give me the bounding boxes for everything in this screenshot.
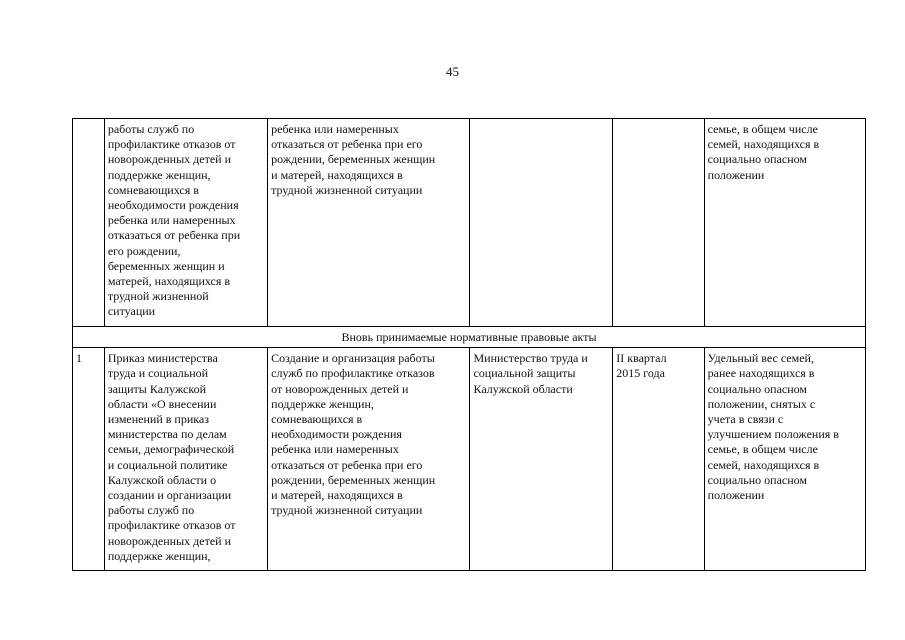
cell-document: Приказ министерства труда и социальной защиты Калужской области «О внесении изменений в приказ министерства по делам семьи, демографической и социальной политике Калужской области о создании и организации работы служб по профилактике отказов от новорожденных детей и поддержке женщин, bbox=[104, 348, 267, 571]
section-title: Вновь принимаемые нормативные правовые акты bbox=[73, 327, 866, 348]
cell-content: ребенка или намеренных отказаться от ребенка при его рождении, беременных женщин и матерей, находящихся в трудной жизненной ситуации bbox=[268, 119, 470, 327]
cell-result: семье, в общем числе семей, находящихся в социально опасном положении bbox=[704, 119, 865, 327]
cell-term bbox=[613, 119, 704, 327]
cell-executor bbox=[470, 119, 613, 327]
cell-executor: Министерство труда и социальной защиты Калужской области bbox=[470, 348, 613, 571]
table-row-continued bbox=[73, 119, 866, 327]
section-header-row bbox=[73, 327, 866, 348]
page-number: 45 bbox=[446, 64, 459, 79]
cell-result: Удельный вес семей, ранее находящихся в социально опасном положении, снятых с учета в связи с улучшением положения в семье, в общем числе семей, находящихся в социально опасном положении bbox=[704, 348, 865, 571]
cell-content: Создание и организация работы служб по профилактике отказов от новорожденных детей и поддержке женщин, сомневающихся в необходимости рождения ребенка или намеренных отказаться от ребенка при его рождении, беременных женщин и матерей, находящихся в трудной жизненной ситуации bbox=[268, 348, 470, 571]
cell-term: II квартал 2015 года bbox=[613, 348, 704, 571]
cell-number bbox=[73, 119, 105, 327]
cell-document: работы служб по профилактике отказов от новорожденных детей и поддержке женщин, сомневающихся в необходимости рождения ребенка или намеренных отказаться от ребенка при его рождении, беременных женщин и матерей, находящихся в трудной жизненной ситуации bbox=[104, 119, 267, 327]
measures-table bbox=[72, 118, 866, 571]
table-row-1 bbox=[73, 348, 866, 571]
cell-number: 1 bbox=[73, 348, 105, 571]
